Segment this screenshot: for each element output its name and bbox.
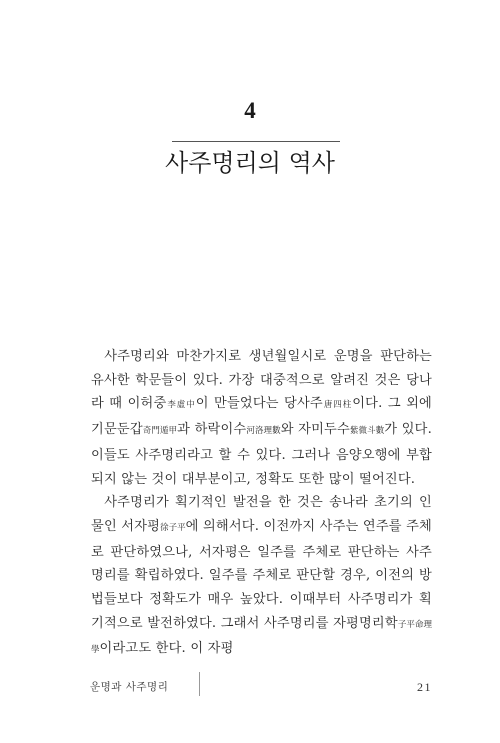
chapter-title: 사주명리의 역사 [165,149,335,177]
hanja-annotation: 唐四柱 [322,400,353,411]
hanja-annotation: 徐子平 [160,522,186,533]
text-run: 사주명리가 획기적인 발전을 한 것은 송나라 초기의 인물인 서자평 [91,495,432,534]
hanja-annotation: 李虛中 [166,400,196,411]
paragraph [91,345,432,491]
hanja-annotation: 子平命理學 [91,619,432,656]
hanja-annotation: 紫微斗數 [349,426,385,437]
chapter-number: 4 [244,98,256,123]
paragraph [91,491,432,663]
text-run: 과 하락이수 [177,422,247,438]
chapter-rule [172,141,340,142]
text-run: 이라고도 한다. 이 자평 [99,641,234,657]
text-run: 와 자미두수 [280,422,350,438]
text-run: 이 만들었다는 당사주 [195,396,323,412]
hanja-annotation: 奇門遁甲 [142,426,178,437]
page-number: 21 [417,680,432,694]
footer-divider [199,672,200,696]
body-text [91,345,432,663]
text-run: 사주명리와 마찬가지로 생년월일시로 운명을 판단하는 유사한 학문들이 있다. 가장 대중적으로 알려진 것은 당나라 때 이허중 [91,349,432,412]
text-run: 가 있다. 이들도 사주명리라고 할 수 있다. 그러나 음양오행에 부합되지 않는 것이 대부분이고, 정확도 또한 많이 떨어진다. [91,422,432,487]
text-run: 에 의해서다. 이전까지 사주는 연주를 주체로 판단하였으나, 서자평은 일주를 주체로 판단하는 사주명리를 확립하였다. 일주를 주체로 판단할 경우, 이전의 방법들보다 정확도가 매우 높았다. 이때부터 사주명리가 획기적으로 발전하였다. 그래서 사주명리를 자평명리학 [91,518,432,631]
text-run: 이다. 그 외에 기문둔갑 [91,396,432,438]
footer-book-title: 운명과 사주명리 [90,681,169,693]
hanja-annotation: 河洛理數 [246,426,281,437]
